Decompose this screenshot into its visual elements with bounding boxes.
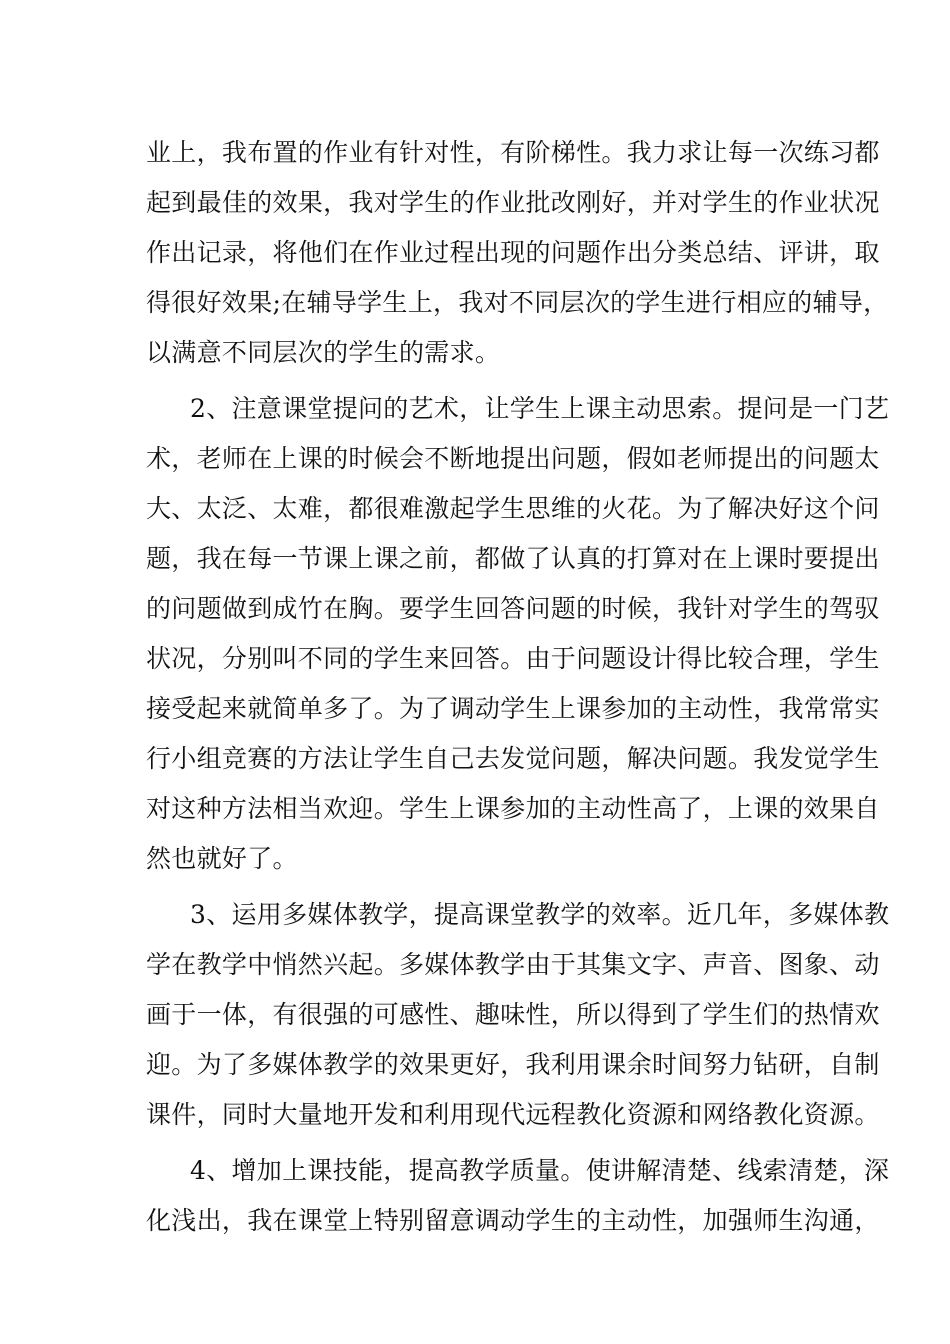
- text-line: 术，老师在上课的时候会不断地提出问题，假如老师提出的问题太: [146, 444, 880, 473]
- text-line: 迎。为了多媒体教学的效果更好，我利用课余时间努力钻研，自制: [146, 1050, 880, 1079]
- text-line: 状况，分别叫不同的学生来回答。由于问题设计得比较合理，学生: [146, 644, 880, 673]
- text-line: 课件，同时大量地开发和利用现代远程教化资源和网络教化资源。: [146, 1100, 880, 1129]
- text-line: 业上，我布置的作业有针对性，有阶梯性。我力求让每一次练习都: [146, 138, 880, 167]
- text-line: 题，我在每一节课上课之前，都做了认真的打算对在上课时要提出: [146, 544, 880, 573]
- text-line: 起到最佳的效果，我对学生的作业批改刚好，并对学生的作业状况: [146, 188, 880, 217]
- text-line: 得很好效果;在辅导学生上，我对不同层次的学生进行相应的辅导，: [146, 288, 889, 317]
- text-line: 2、注意课堂提问的艺术，让学生上课主动思索。提问是一门艺: [190, 394, 890, 423]
- text-line: 以满意不同层次的学生的需求。: [146, 338, 501, 367]
- text-line: 接受起来就简单多了。为了调动学生上课参加的主动性，我常常实: [146, 694, 880, 723]
- text-line: 对这种方法相当欢迎。学生上课参加的主动性高了，上课的效果自: [146, 794, 880, 823]
- text-line: 的问题做到成竹在胸。要学生回答问题的时候，我针对学生的驾驭: [146, 594, 880, 623]
- paragraph-homework: [146, 128, 889, 378]
- text-line: 4、增加上课技能，提高教学质量。使讲解清楚、线索清楚，深: [190, 1156, 890, 1185]
- text-line: 作出记录，将他们在作业过程出现的问题作出分类总结、评讲，取: [146, 238, 880, 267]
- paragraph-multimedia: [146, 890, 890, 1140]
- text-line: 然也就好了。: [146, 844, 298, 873]
- text-line: 大、太泛、太难，都很难激起学生思维的火花。为了解决好这个问: [146, 494, 880, 523]
- text-line: 3、运用多媒体教学，提高课堂教学的效率。近几年，多媒体教: [190, 900, 890, 929]
- text-line: 行小组竞赛的方法让学生自己去发觉问题，解决问题。我发觉学生: [146, 744, 880, 773]
- text-line: 化浅出，我在课堂上特别留意调动学生的主动性，加强师生沟通，: [146, 1206, 880, 1235]
- text-line: 画于一体，有很强的可感性、趣味性，所以得到了学生们的热情欢: [146, 1000, 880, 1029]
- text-line: 学在教学中悄然兴起。多媒体教学由于其集文字、声音、图象、动: [146, 950, 880, 979]
- paragraph-questioning: [146, 384, 890, 884]
- paragraph-teaching-skills: [146, 1146, 890, 1246]
- document-body: [146, 128, 890, 1246]
